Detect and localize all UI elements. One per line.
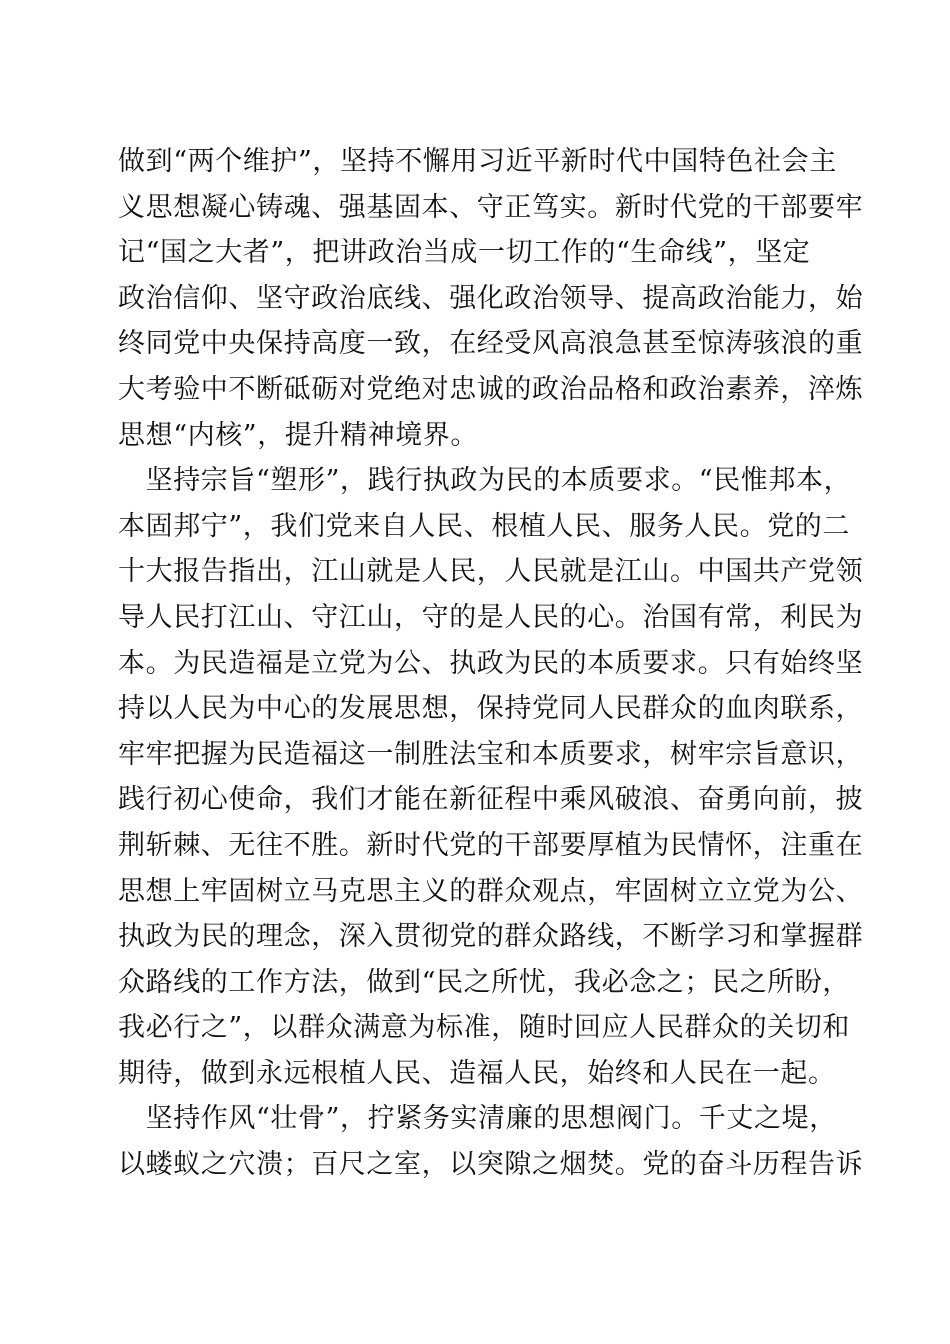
text-line-18: 执政为民的理念，深入贯彻党的群众路线，不断学习和掌握群 [118, 921, 864, 953]
text-line-10: 十大报告指出，江山就是人民，人民就是江山。中国共产党领 [118, 556, 864, 588]
body-text [118, 139, 864, 1188]
text-line-4: 政治信仰、坚守政治底线、强化政治领导、提高政治能力，始 [118, 282, 864, 314]
text-line-21: 期待，做到永远根植人民、造福人民，始终和人民在一起。 [118, 1057, 836, 1089]
text-line-22: 坚持作风“壮骨”，拧紧务实清廉的思想阀门。千丈之堤， [118, 1103, 837, 1135]
text-line-23: 以蝼蚁之穴溃；百尺之室，以突隙之烟焚。党的奋斗历程告诉 [118, 1149, 864, 1181]
text-line-9: 本固邦宁”，我们党来自人民、根植人民、服务人民。党的二 [118, 510, 851, 542]
text-line-11: 导人民打江山、守江山，守的是人民的心。治国有常，利民为 [118, 601, 864, 633]
text-line-19: 众路线的工作方法，做到“民之所忧，我必念之；民之所盼， [118, 966, 851, 998]
text-line-12: 本。为民造福是立党为公、执政为民的本质要求。只有始终坚 [118, 647, 864, 679]
text-line-7: 思想“内核”，提升精神境界。 [118, 419, 479, 451]
text-line-1: 做到“两个维护”，坚持不懈用习近平新时代中国特色社会主 [118, 146, 837, 177]
text-line-17: 思想上牢固树立马克思主义的群众观点，牢固树立立党为公、 [118, 875, 864, 907]
text-line-2: 义思想凝心铸魂、强基固本、守正笃实。新时代党的干部要牢 [118, 191, 864, 223]
text-line-14: 牢牢把握为民造福这一制胜法宝和本质要求，树牢宗旨意识， [118, 738, 864, 770]
text-line-20: 我必行之”，以群众满意为标准，随时回应人民群众的关切和 [118, 1012, 851, 1044]
text-line-3: 记“国之大者”，把讲政治当成一切工作的“生命线”，坚定 [118, 237, 811, 269]
text-line-5: 终同党中央保持高度一致，在经受风高浪急甚至惊涛骇浪的重 [118, 328, 864, 360]
text-line-16: 荆斩棘、无往不胜。新时代党的干部要厚植为民情怀，注重在 [118, 829, 864, 861]
text-line-13: 持以人民为中心的发展思想，保持党同人民群众的血肉联系， [118, 693, 864, 725]
text-line-6: 大考验中不断砥砺对党绝对忠诚的政治品格和政治素养，淬炼 [118, 373, 864, 405]
text-line-8: 坚持宗旨“塑形”，践行执政为民的本质要求。“民惟邦本， [118, 465, 852, 497]
text-line-15: 践行初心使命，我们才能在新征程中乘风破浪、奋勇向前，披 [118, 784, 864, 816]
